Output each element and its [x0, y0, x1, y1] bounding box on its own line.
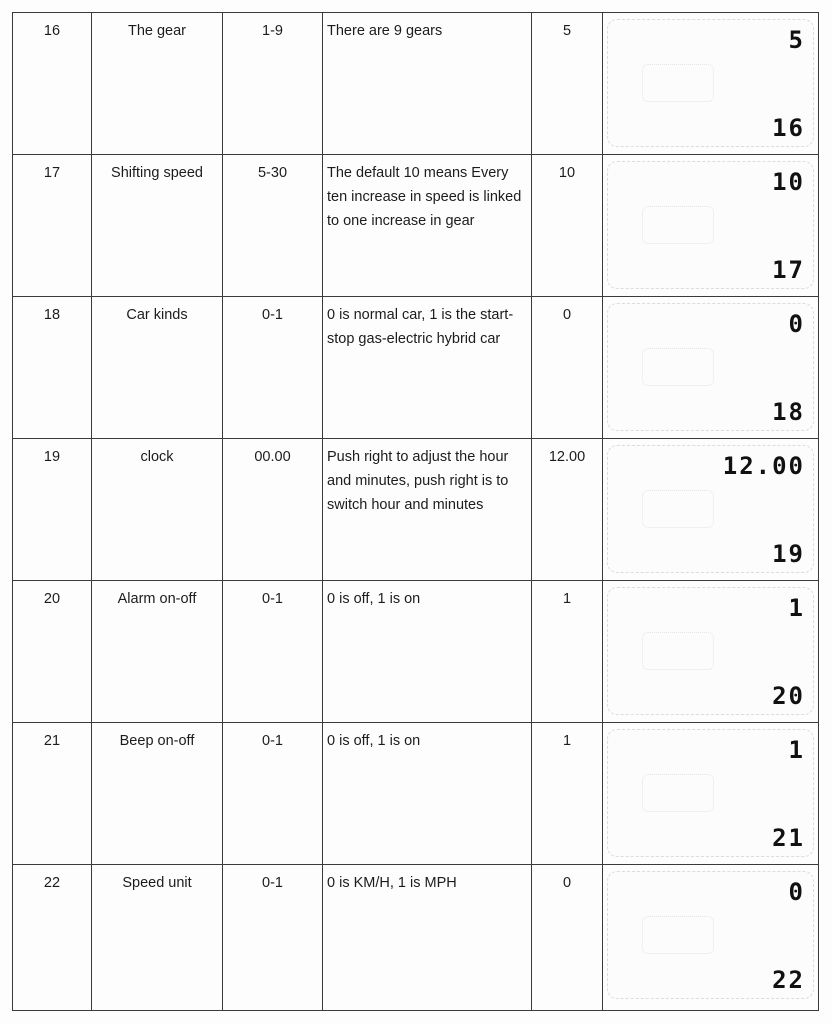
setting-description: The default 10 means Every ten increase in speed is linked to one increase in gear	[323, 155, 532, 297]
table-row	[13, 297, 819, 439]
row-number: 17	[13, 155, 92, 297]
lcd-code: 18	[772, 398, 805, 426]
setting-name: Alarm on-off	[92, 581, 223, 723]
lcd-faint-segments	[642, 206, 714, 244]
lcd-cell	[603, 581, 819, 723]
setting-description: 0 is normal car, 1 is the start-stop gas-electric hybrid car	[323, 297, 532, 439]
row-number: 20	[13, 581, 92, 723]
table-row	[13, 865, 819, 1011]
lcd-code: 20	[772, 682, 805, 710]
setting-description: 0 is KM/H, 1 is MPH	[323, 865, 532, 1011]
lcd-cell	[603, 297, 819, 439]
setting-description: There are 9 gears	[323, 13, 532, 155]
lcd-code: 17	[772, 256, 805, 284]
lcd-cell	[603, 155, 819, 297]
lcd-cell	[603, 13, 819, 155]
setting-description: 0 is off, 1 is on	[323, 581, 532, 723]
lcd-display	[607, 445, 814, 573]
lcd-value: 10	[772, 168, 805, 196]
setting-description: 0 is off, 1 is on	[323, 723, 532, 865]
table-row	[13, 581, 819, 723]
lcd-display	[607, 871, 814, 999]
lcd-display	[607, 303, 814, 431]
setting-default: 5	[532, 13, 603, 155]
lcd-faint-segments	[642, 774, 714, 812]
lcd-cell	[603, 865, 819, 1011]
lcd-code: 16	[772, 114, 805, 142]
lcd-value: 1	[788, 736, 805, 764]
setting-range: 5-30	[223, 155, 323, 297]
setting-name: The gear	[92, 13, 223, 155]
lcd-value: 5	[788, 26, 805, 54]
table-row	[13, 13, 819, 155]
setting-default: 1	[532, 723, 603, 865]
setting-name: clock	[92, 439, 223, 581]
setting-name: Beep on-off	[92, 723, 223, 865]
lcd-faint-segments	[642, 916, 714, 954]
setting-name: Speed unit	[92, 865, 223, 1011]
row-number: 16	[13, 13, 92, 155]
setting-default: 12.00	[532, 439, 603, 581]
lcd-faint-segments	[642, 490, 714, 528]
setting-range: 0-1	[223, 297, 323, 439]
lcd-display	[607, 729, 814, 857]
lcd-code: 22	[772, 966, 805, 994]
lcd-cell	[603, 723, 819, 865]
lcd-cell	[603, 439, 819, 581]
setting-name: Shifting speed	[92, 155, 223, 297]
setting-name: Car kinds	[92, 297, 223, 439]
row-number: 22	[13, 865, 92, 1011]
lcd-value: 0	[788, 878, 805, 906]
setting-range: 1-9	[223, 13, 323, 155]
lcd-value: 0	[788, 310, 805, 338]
row-number: 21	[13, 723, 92, 865]
lcd-display	[607, 19, 814, 147]
row-number: 18	[13, 297, 92, 439]
setting-range: 0-1	[223, 581, 323, 723]
setting-default: 0	[532, 297, 603, 439]
row-number: 19	[13, 439, 92, 581]
lcd-value: 1	[788, 594, 805, 622]
lcd-value: 12.00	[722, 452, 805, 480]
setting-default: 0	[532, 865, 603, 1011]
lcd-display	[607, 161, 814, 289]
table-row	[13, 723, 819, 865]
setting-range: 00.00	[223, 439, 323, 581]
lcd-faint-segments	[642, 348, 714, 386]
setting-range: 0-1	[223, 723, 323, 865]
setting-description: Push right to adjust the hour and minutes, push right is to switch hour and minutes	[323, 439, 532, 581]
table-row	[13, 155, 819, 297]
setting-default: 10	[532, 155, 603, 297]
setting-default: 1	[532, 581, 603, 723]
setting-range: 0-1	[223, 865, 323, 1011]
settings-table	[12, 12, 819, 1011]
lcd-display	[607, 587, 814, 715]
lcd-faint-segments	[642, 632, 714, 670]
lcd-code: 19	[772, 540, 805, 568]
table-row	[13, 439, 819, 581]
lcd-faint-segments	[642, 64, 714, 102]
lcd-code: 21	[772, 824, 805, 852]
